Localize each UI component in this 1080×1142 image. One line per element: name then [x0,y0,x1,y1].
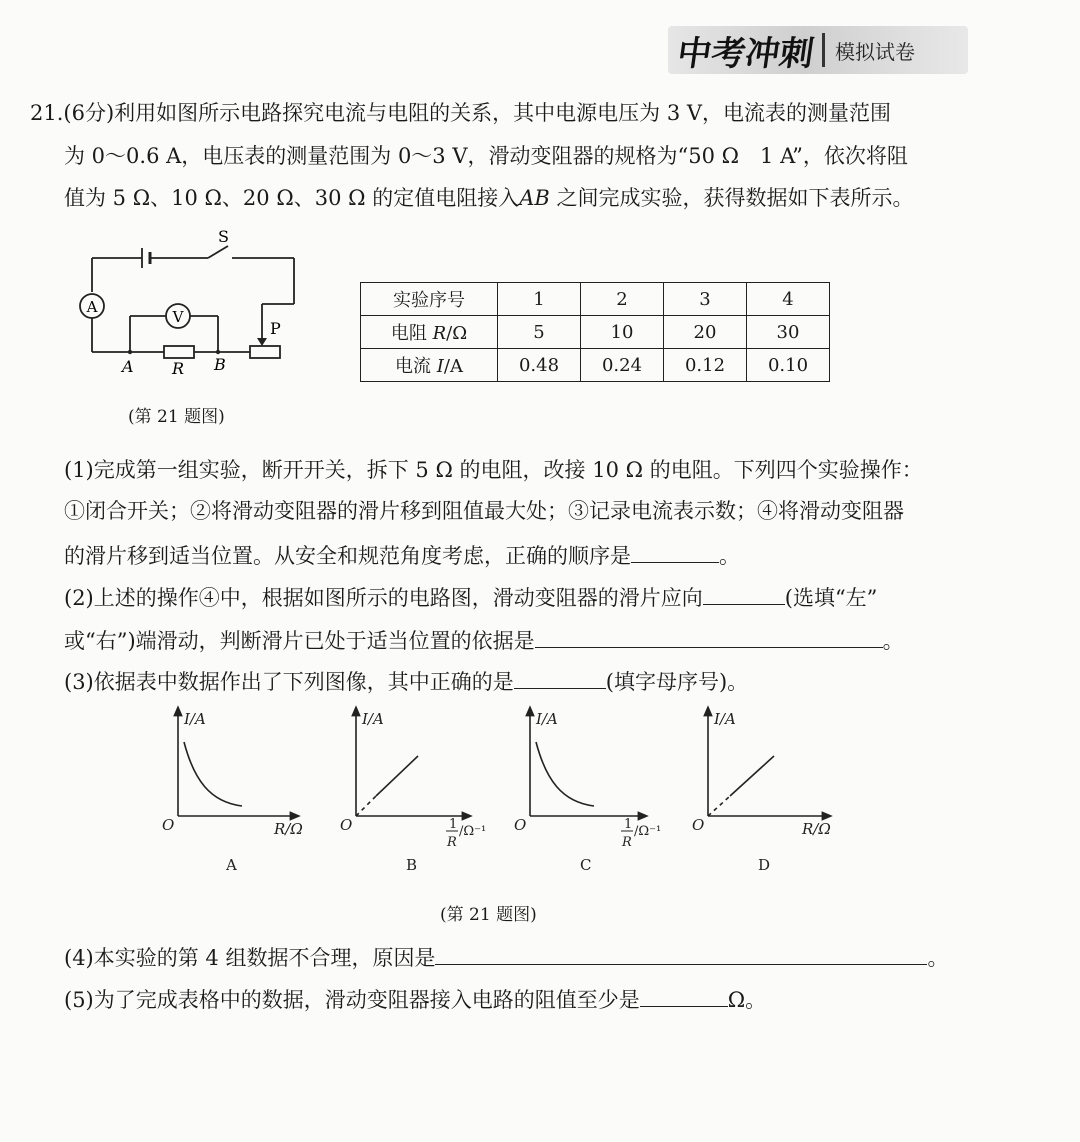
question-number: 21. [30,101,64,125]
part2-line-2 [64,627,904,652]
part2-end: 。 [882,629,904,653]
table-header-cell: 2 [581,283,664,316]
graph-b-letter: B [406,856,418,874]
table-header-cell: 3 [664,283,747,316]
stem-line-1: 利用如图所示电路探究电流与电阻的关系，其中电源电压为 3 V，电流表的测量范围 [114,101,892,125]
part3-line [64,668,748,693]
graphs-caption: (第 21 题图) [440,905,537,925]
part4-answer-blank[interactable] [435,944,927,965]
part5-end: Ω。 [727,988,767,1012]
graph-d-x-label: R/Ω [802,820,831,838]
graph-d-y-label: I/A [714,710,736,728]
resistor-r [164,346,194,358]
table-header-cell: 实验序号 [361,283,498,316]
graph-c-x-num: 1 [624,817,633,832]
table-header-row [361,283,830,316]
switch-blade [208,246,228,258]
table-cell: 0.12 [664,349,747,382]
graph-d-dashed-segment [708,796,730,816]
stem-line-3: 值为 5 Ω、10 Ω、20 Ω、30 Ω 的定值电阻接入 [64,186,520,210]
point-a-label: A [122,357,134,376]
table-header-cell: 4 [747,283,830,316]
part4-text: (4)本实验的第 4 组数据不合理，原因是 [64,946,436,970]
part2-line-1 [64,584,877,609]
header-banner [668,26,968,74]
part4-end: 。 [927,946,949,970]
graph-a-curve [184,742,242,806]
graph-a-x-label: R/Ω [274,820,303,838]
graph-b-x-den: R [447,835,457,850]
part2-direction-blank[interactable] [703,584,785,605]
graph-b-x-num: 1 [449,817,458,832]
stem-line-3-end: 之间完成实验，获得数据如下表所示。 [549,186,914,210]
table-cell: 20 [664,316,747,349]
table-cell: 30 [747,316,830,349]
graph-b-line [376,756,418,796]
part1-end: 。 [719,544,740,568]
slider-arrow [257,338,267,346]
graph-b-x-unit: /Ω⁻¹ [459,824,487,839]
table-row-resistance [361,316,830,349]
rheostat [250,346,280,358]
node-b [216,350,220,354]
part5-text: (5)为了完成表格中的数据，滑动变阻器接入电路的阻值至少是 [64,988,640,1012]
row-label-current: 电流 I/A [361,349,498,382]
question-score: (6分) [63,101,115,125]
table-cell: 0.48 [498,349,581,382]
part1-line-3 [64,542,740,567]
graphs-figure [150,700,870,880]
graph-d-letter: D [758,856,771,874]
graph-c-letter: C [580,856,592,874]
part5-line [64,986,766,1011]
header-subtitle: 模拟试卷 [835,39,915,64]
part3-text: (3)依据表中数据作出了下列图像，其中正确的是 [64,670,514,694]
point-b-label: B [214,355,226,374]
part3-end: (填字母序号)。 [605,670,749,694]
slider-label: P [270,319,281,338]
question-line-1 [30,103,891,124]
ammeter-label: A [86,298,98,316]
graph-a-origin: O [162,816,175,834]
graph-b-y-label: I/A [362,710,384,728]
circuit-diagram [70,222,310,392]
stem-line-2: 为 0～0.6 A，电压表的测量范围为 0～3 V，滑动变阻器的规格为“50 Ω 1 A”，依次将阻 [64,144,908,168]
part1-text: 的滑片移到适当位置。从安全和规范角度考虑，正确的顺序是 [64,544,631,568]
graph-a-letter: A [226,856,237,874]
part2-text: (2)上述的操作④中，根据如图所示的电路图，滑动变阻器的滑片应向 [64,586,703,610]
table-cell: 0.10 [747,349,830,382]
part2-hint: (选填“左” [784,586,878,610]
table-cell: 10 [581,316,664,349]
part1-line-2: ①闭合开关；②将滑动变阻器的滑片移到阻值最大处；③记录电流表示数；④将滑动变阻器 [64,499,904,523]
banner-separator [822,33,825,67]
graph-c-origin: O [514,816,527,834]
part1-answer-blank[interactable] [631,542,719,563]
data-table [360,282,830,382]
graph-c-x-den: R [622,835,632,850]
voltmeter-label: V [172,308,184,326]
graph-b-origin: O [340,816,353,834]
header-brand: 中考冲刺 [674,33,817,74]
graph-c-x-unit: /Ω⁻¹ [634,824,662,839]
graph-c-y-label: I/A [536,710,558,728]
table-cell: 5 [498,316,581,349]
node-a [128,350,132,354]
part3-answer-blank[interactable] [514,668,606,689]
stem-ab: AB [519,186,550,210]
circuit-caption: (第 21 题图) [128,407,225,427]
table-header-cell: 1 [498,283,581,316]
graph-d-origin: O [692,816,705,834]
graph-d-line [730,756,774,796]
resistor-label: R [172,359,185,378]
row-label-resistance: 电阻 R/Ω [361,316,498,349]
switch-label: S [218,227,229,246]
table-cell: 0.24 [581,349,664,382]
part1-line-1: (1)完成第一组实验，断开开关，拆下 5 Ω 的电阻，改接 10 Ω 的电阻。下列四个实验操作： [64,458,923,482]
graph-c-curve [536,742,594,806]
question-line-3 [64,188,914,209]
graph-b-dashed-segment [356,796,376,816]
part2-text-2: 或“右”)端滑动，判断滑片已处于适当位置的依据是 [64,629,535,653]
part2-reason-blank[interactable] [535,627,883,648]
part4-line [64,944,948,969]
table-row-current [361,349,830,382]
graph-a-y-label: I/A [184,710,206,728]
part5-answer-blank[interactable] [640,986,728,1007]
